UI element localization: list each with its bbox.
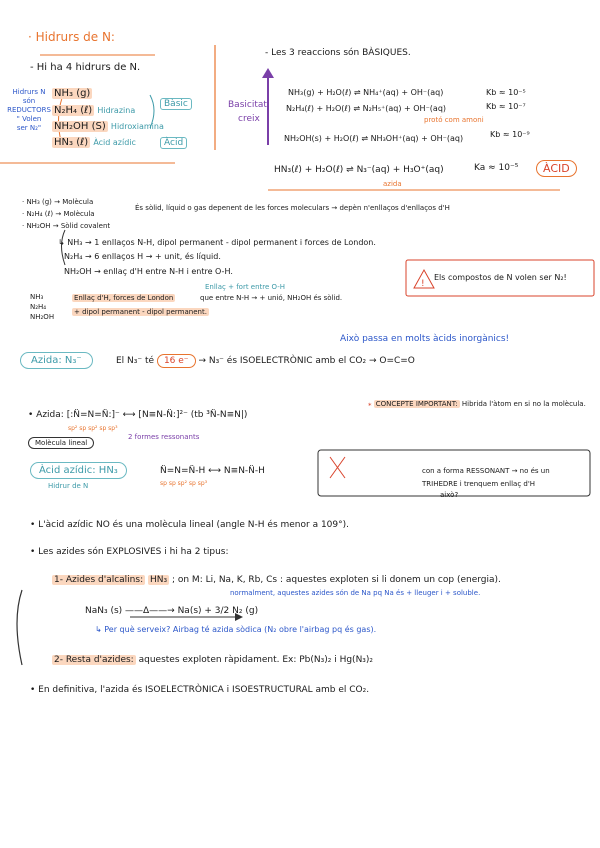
final-conclusion: • En definitiva, l'azida és ISOELECTRÒNICA i ISOESTRUCTURAL amb el CO₂. xyxy=(30,685,370,695)
state-n2h4: · N₂H₄ (ℓ) → Molècula xyxy=(22,210,95,218)
hydrides-intro: - Hi ha 4 hidrurs de N. xyxy=(30,62,141,73)
reaction-2-k: Kb ≈ 10⁻⁷ xyxy=(486,102,526,111)
azidic-note-1: con a forma RESSONANT → no és un xyxy=(422,467,550,475)
basicity-arrow-head xyxy=(262,68,274,78)
azida-forms: 2 formes ressonants xyxy=(128,433,200,441)
acid-label: Àcid xyxy=(160,137,187,149)
reaction-4-k: Ka ≈ 10⁻⁵ xyxy=(474,163,519,173)
reaction-2: N₂H₄(ℓ) + H₂O(ℓ) ⇌ N₂H₅⁺(aq) + OH⁻(aq) xyxy=(286,104,447,113)
azida-label: Azida: N₃⁻ xyxy=(20,352,93,369)
types-brace xyxy=(17,590,22,665)
basicity-grows-label: creix xyxy=(238,114,260,124)
state-nh3: · NH₃ (g) → Molècula xyxy=(22,198,94,206)
concept-important: ⁎ CONCEPTE IMPORTANT: Hibrida l'àtom en si no la molècula. xyxy=(368,400,586,408)
acid-azidic-sub: Hidrur de N xyxy=(48,482,89,490)
reaction-4: HN₃(ℓ) + H₂O(ℓ) ⇌ N₃⁻(aq) + H₃O⁺(aq) xyxy=(274,165,444,175)
group-line1b: que entre N-H → + unió, NH₂OH és sòlid. xyxy=(200,294,343,302)
acid-azidic-structure: N̈=N=N̈-H ⟷ N≡N-N̈-H xyxy=(160,466,265,476)
decomposition-reaction: NaN₃ (s) ——Δ——→ Na(s) + 3/2 N₂ (g) xyxy=(85,606,259,616)
airbag-note: ↳ Per què serveix? Airbag té azida sòdica (N₂ obre l'airbag pq és gas). xyxy=(95,625,377,634)
reaction-1: NH₃(g) + H₂O(ℓ) ⇌ NH₄⁺(aq) + OH⁻(aq) xyxy=(288,88,444,97)
group-formulas: NH₃ N₂H₄ NH₂OH xyxy=(30,293,55,321)
azidic-note-3: això? xyxy=(440,491,459,499)
group-line1: Enllaç d'H, forces de London xyxy=(74,294,174,302)
reaction-4-note: azida xyxy=(383,180,402,188)
type2: 2- Resta d'azides: aquestes exploten ràpidament. Ex: Pb(N₃)₂ i Hg(N₃)₂ xyxy=(54,655,374,665)
basic-label: Bàsic xyxy=(160,98,192,110)
state-nh2oh: · NH₂OH → Sòlid covalent xyxy=(22,222,111,230)
forces-n2h4: N₂H₄ → 6 enllaços H → + unit, és líquid. xyxy=(64,252,221,261)
reaction-2-note: protó com amoni xyxy=(424,116,484,124)
forces-nh2oh: NH₂OH → enllaç d'H entre N-H i entre O-H. xyxy=(64,267,233,276)
compound-nh2oh: NH₂OH (S) Hidroxiamina xyxy=(54,121,164,132)
forces-nh3: ↳ NH₃ → 1 enllaços N-H, dipol permanent - dipol permanent i forces de London. xyxy=(58,238,376,247)
basicity-label: Basicitat xyxy=(228,100,267,110)
svg-text:!: ! xyxy=(421,279,425,289)
compound-hn3: HN₃ (ℓ) Àcid azídic xyxy=(54,137,136,148)
acid-badge: ÀCID xyxy=(536,160,577,177)
compound-nh3: NH₃ (g) xyxy=(54,88,91,99)
reaction-3-k: Kb ≈ 10⁻⁹ xyxy=(490,130,530,139)
inorganic-note: Això passa en molts àcids inorgànics! xyxy=(340,334,510,344)
azida-sentence: El N₃⁻ té 16 e⁻ → N₃⁻ és ISOELECTRÒNIC amb el CO₂ → O=C=O xyxy=(116,356,415,366)
states-note: És sòlid, líquid o gas depenent de les forces moleculars → depèn n'enllaços d'enllaços d'H xyxy=(135,204,450,212)
bullet-explosive: • Les azides són EXPLOSIVES i hi ha 2 tipus: xyxy=(30,547,229,557)
acid-azidic-label: Àcid azídic: HN₃ xyxy=(30,462,127,479)
azida-hybrid: sp² sp sp² sp sp³ xyxy=(68,425,118,432)
azidic-note-2: TRIHEDRE i trenquem enllaç d'H xyxy=(422,480,536,488)
reaction-1-k: Kb ≈ 10⁻⁵ xyxy=(486,88,526,97)
azida-structure: • Azida: [:N̈=N=N̈:]⁻ ⟷ [N≡N-N̈:]²⁻ (tb ³N̈-N≡N|) xyxy=(28,410,248,420)
acid-azidic-hybrid: sp sp sp² sp sp³ xyxy=(160,480,208,487)
reductors-note: Hidrurs N són REDUCTORS " Volen ser N₂" xyxy=(7,88,51,132)
warning-text: Els compostos de N volen ser N₂! xyxy=(434,273,567,282)
bullet-not-linear: • L'àcid azídic NO és una molècula lineal (angle N-H és menor a 109°). xyxy=(30,520,350,530)
group-line2: + dipol permanent - dipol permanent. xyxy=(74,308,207,316)
forces-struct-note: Enllaç + fort entre O-H xyxy=(205,283,286,291)
type1-note: normalment, aquestes azides són de Na pq Na és + lleuger i + soluble. xyxy=(230,589,481,597)
linear-molecule-badge: Molècula lineal xyxy=(28,437,94,449)
reaction-3: NH₂OH(s) + H₂O(ℓ) ⇌ NH₃OH⁺(aq) + OH⁻(aq) xyxy=(284,134,464,143)
type1: 1- Azides d'alcalins: HN₃ ; on M: Li, Na, K, Rb, Cs : aquestes exploten si li donem un cop (energia). xyxy=(54,575,501,585)
reactions-header: - Les 3 reaccions són BÀSIQUES. xyxy=(265,48,411,58)
page-title: · Hidrurs de N: xyxy=(28,30,115,44)
compound-n2h4: N₂H₄ (ℓ) Hidrazina xyxy=(54,105,136,116)
